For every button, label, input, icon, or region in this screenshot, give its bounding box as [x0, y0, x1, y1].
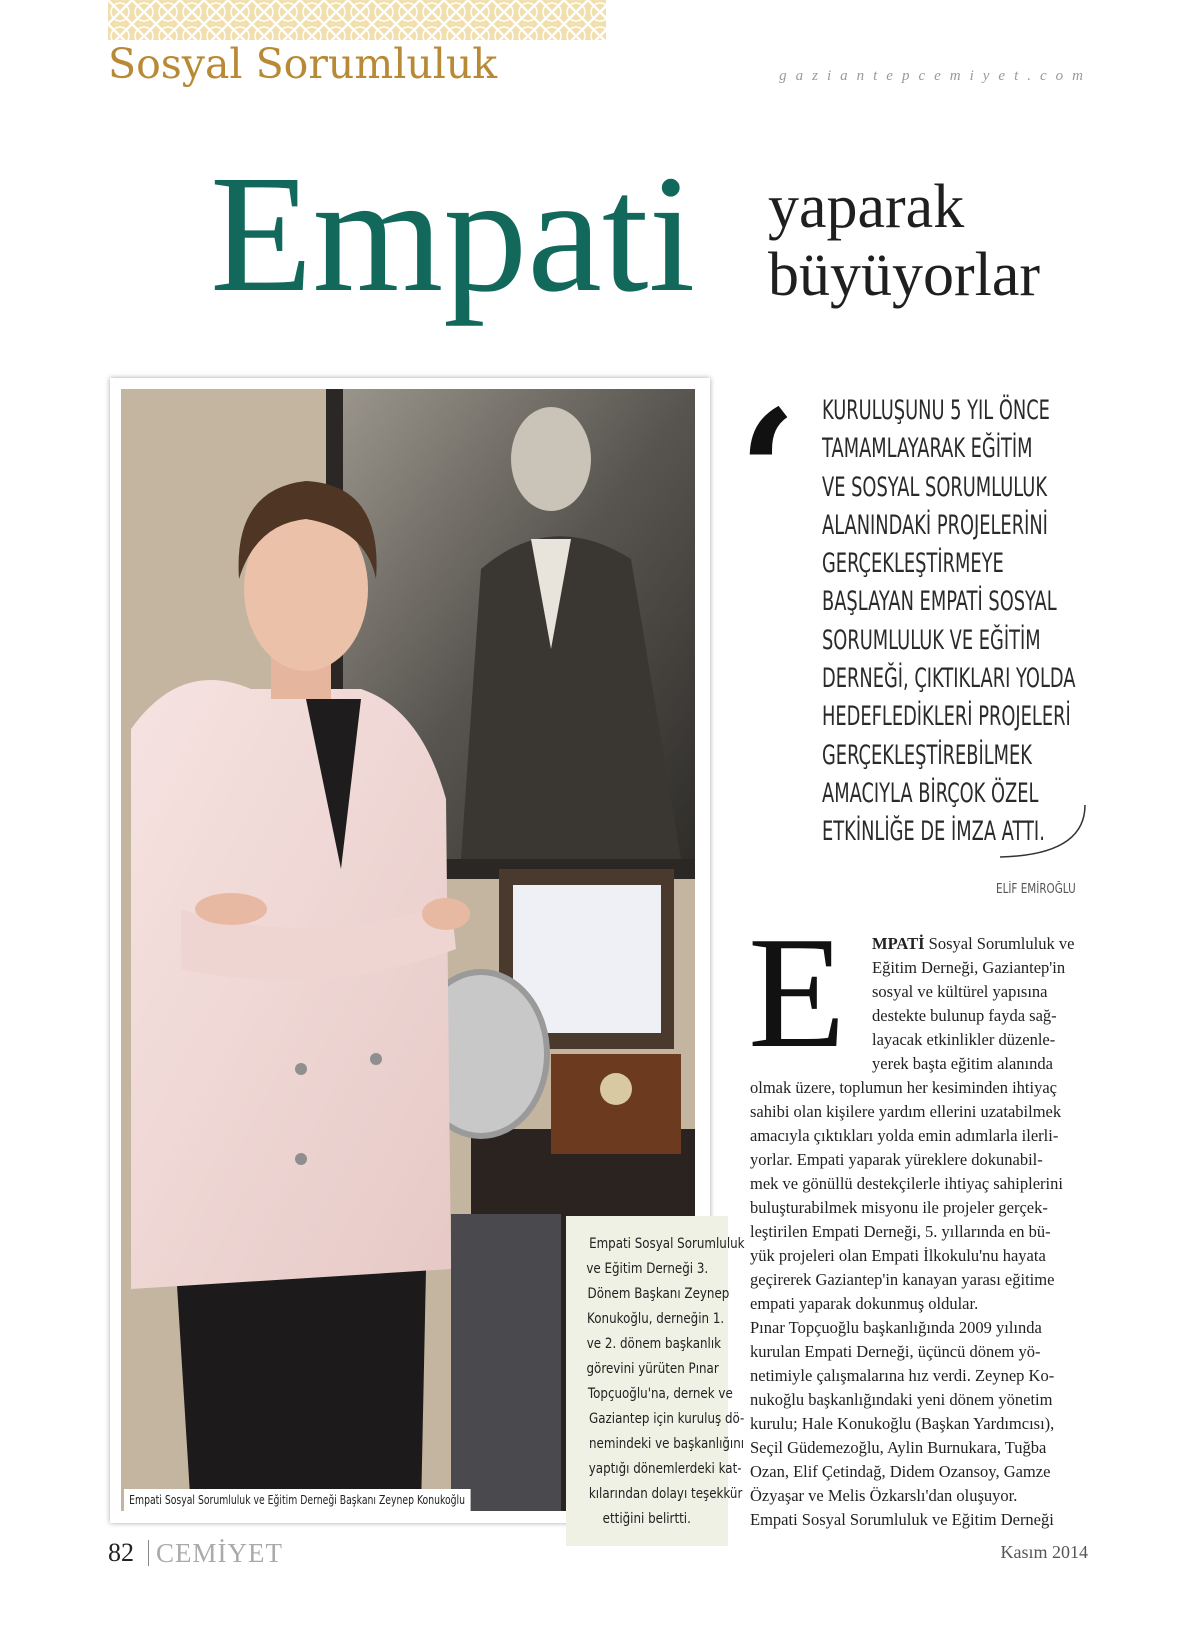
- article-line: yorlar. Empati yaparak yüreklere dokunabil-: [750, 1150, 1043, 1169]
- issue-date: Kasım 2014: [1000, 1542, 1088, 1562]
- article-line: geçirerek Gaziantep'in kanayan yarası eğitime: [750, 1270, 1055, 1289]
- pull-quote-line: ALANINDAKİ PROJELERİNİ: [822, 509, 1048, 541]
- side-caption-line: Empati Sosyal Sorumluluk: [589, 1236, 745, 1252]
- side-caption-line: görevini yürüten Pınar: [586, 1361, 719, 1377]
- side-caption-line: ettiğini belirtti.: [602, 1511, 692, 1527]
- drop-cap: E: [748, 903, 846, 1081]
- article-line: netimiyle çalışmalarına hız verdi. Zeynep Ko-: [750, 1366, 1055, 1385]
- article-line: Empati Sosyal Sorumluluk ve Eğitim Derneği: [750, 1510, 1054, 1529]
- side-caption-line: Konukoğlu, derneğin 1.: [587, 1311, 725, 1327]
- pull-quote-line: ETKİNLİĞE DE İMZA ATTI.: [822, 816, 1045, 848]
- article-line: Ozan, Elif Çetindağ, Didem Ozansoy, Gamze: [750, 1462, 1051, 1481]
- pull-quote-line: DERNEĞİ, ÇIKTIKLARI YOLDA: [822, 663, 1076, 695]
- article-body: [750, 1076, 1063, 1532]
- side-caption-line: ve 2. dönem başkanlık: [586, 1336, 722, 1352]
- quote-author: ELİF EMİROĞLU: [996, 882, 1076, 897]
- headline-main: Empati: [210, 141, 696, 327]
- article-line: olmak üzere, toplumun her kesiminden ihtiyaç: [750, 1078, 1057, 1097]
- article-line: empati yaparak dokunmuş oldular.: [750, 1294, 979, 1313]
- pull-quote-line: VE SOSYAL SORUMLULUK: [822, 471, 1048, 503]
- article-line: layacak etkinlikler düzenle-: [872, 1030, 1056, 1049]
- side-caption-line: Dönem Başkanı Zeynep: [587, 1286, 730, 1302]
- article-line: buluşturabilmek misyonu ile projeler gerçek-: [750, 1198, 1048, 1217]
- headline-line-1: yaparak: [768, 173, 965, 241]
- side-caption-line: yaptığı dönemlerdeki kat-: [588, 1461, 742, 1477]
- side-caption-box: [566, 1216, 745, 1546]
- side-caption-line: ve Eğitim Derneği 3.: [586, 1261, 708, 1277]
- headline-line-2: büyüyorlar: [768, 241, 1041, 309]
- pull-quote-line: BAŞLAYAN EMPATİ SOSYAL: [822, 586, 1057, 618]
- pull-quote-line: AMACIYLA BİRÇOK ÖZEL: [822, 777, 1039, 809]
- article-line: Seçil Güdemezoğlu, Aylin Burnukara, Tuğba: [750, 1438, 1047, 1457]
- site-url: gaziantepcemiyet.com: [779, 68, 1092, 84]
- article-lead: MPATİ: [872, 934, 925, 953]
- pull-quote-line: KURULUŞUNU 5 YIL ÖNCE: [822, 395, 1050, 426]
- pull-quote: [822, 392, 1122, 852]
- article-line: mek ve gönüllü destekçilerle ihtiyaç sahiplerini: [750, 1174, 1063, 1193]
- section-title: Sosyal Sorumluluk: [108, 40, 498, 88]
- side-caption-line: nemindeki ve başkanlığını: [589, 1436, 745, 1452]
- article-line: Eğitim Derneği, Gaziantep'in: [872, 958, 1066, 977]
- article-line: leştirilen Empati Derneği, 5. yıllarında en bü-: [750, 1222, 1051, 1241]
- photo-caption: Empati Sosyal Sorumluluk ve Eğitim Derneği Başkanı Zeynep Konukoğlu: [124, 1489, 470, 1511]
- article-line: yerek başta eğitim alanında: [872, 1054, 1053, 1073]
- magazine-name: CEMİYET: [156, 1538, 283, 1568]
- side-caption-line: Gaziantep için kuruluş dö-: [589, 1411, 745, 1427]
- pull-quote-line: TAMAMLAYARAK EĞİTİM: [822, 433, 1033, 465]
- pull-quote-line: SORUMLULUK VE EĞİTİM: [822, 624, 1041, 656]
- article-line: Özyaşar ve Melis Özkarslı'dan oluşuyor.: [750, 1486, 1018, 1505]
- article-line: destekte bulunup fayda sağ-: [872, 1006, 1057, 1025]
- side-caption-line: Topçuoğlu'na, dernek ve: [587, 1386, 733, 1402]
- article-line: amacıyla çıktıkları yolda emin adımlarla ilerli-: [750, 1126, 1059, 1145]
- header-ornament: [108, 0, 606, 40]
- article-line: kurulan Empati Derneği, üçüncü dönem yö-: [750, 1342, 1041, 1361]
- page-number: 82: [108, 1538, 134, 1567]
- quote-mark-icon: ‘: [738, 373, 798, 573]
- pull-quote-line: GERÇEKLEŞTİREBİLMEK: [822, 739, 1032, 771]
- pull-quote-line: HEDEFLEDİKLERİ PROJELERİ: [822, 701, 1071, 733]
- article-line: kurulu; Hale Konukoğlu (Başkan Yardımcısı),: [750, 1414, 1055, 1433]
- article-line: nukoğlu başkanlığındaki yeni dönem yönetim: [750, 1390, 1053, 1409]
- article-line: yük projeleri olan Empati İlkokulu'nu hayata: [750, 1246, 1046, 1265]
- footer-divider: [148, 1540, 149, 1566]
- article-line: sahibi olan kişilere yardım ellerini uzatabilmek: [750, 1102, 1062, 1121]
- article-line: Pınar Topçuoğlu başkanlığında 2009 yılında: [750, 1318, 1042, 1337]
- side-caption-line: kılarından dolayı teşekkür: [588, 1486, 743, 1502]
- article-intro: [872, 932, 1074, 1076]
- quote-end-curve: [990, 805, 1090, 865]
- pull-quote-line: GERÇEKLEŞTİRMEYE: [822, 548, 1004, 580]
- article-line: sosyal ve kültürel yapısına: [872, 982, 1048, 1001]
- article-line: MPATİ Sosyal Sorumluluk ve: [872, 934, 1075, 953]
